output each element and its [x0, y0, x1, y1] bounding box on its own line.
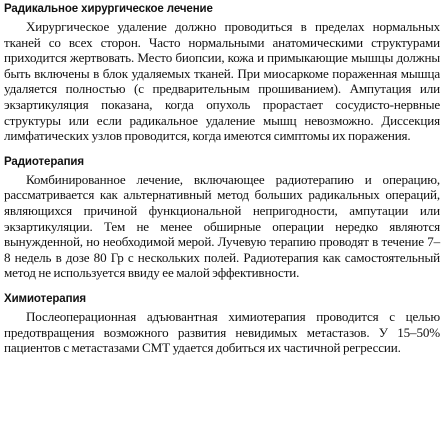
section-chemotherapy: [4, 292, 440, 356]
section-heading: Радиотерапия: [4, 155, 84, 168]
section-paragraph: Комбинированное лечение, включающее радиотерапию и операцию, рассматривается как альтернативный метод больших радикальных операций, являющихся причиной функциональной непригодности, ампутации или экзартикуляции. Тем не менее обширные операции нередко являются вынужденной, но необходимой мерой. Лучевую терапию проводят в течение 7–8 недель в дозе 80 Гр с нескольких полей. Радиотерапия как самостоятельный метод не используется ввиду ее малой эффективности.: [4, 171, 440, 281]
section-radiotherapy: [4, 155, 440, 281]
section-paragraph: Хирургическое удаление должно проводиться в пределах нормальных тканей со всех сторон. Часто нормальными анатомическими структурами приходится жертвовать. Место биопсии, кожа и примыкающие мышцы должны быть включены в блок удаляемых тканей. При миосаркоме пораженная мышца удаляется полностью (с предварительным прошиванием). Ампутация или экзартикуляция показана, когда опухоль прорастает сосудисто-нервные структуры или если радикальное удаление мышц невозможно. Диссекция лимфатических узлов проводится, когда имеются симптомы их поражения.: [4, 19, 440, 144]
section-heading: Радикальное хирургическое лечение: [4, 3, 213, 15]
section-heading: Химиотерапия: [4, 292, 87, 305]
section-paragraph: Послеоперационная адъювантная химиотерапия проводится с целью предотвращения возможного развития невидимых метастазов. У 15–50% пациентов с метастазами СМТ удается добиться их частичной регрессии.: [4, 308, 440, 356]
section-surgery: [4, 2, 440, 144]
